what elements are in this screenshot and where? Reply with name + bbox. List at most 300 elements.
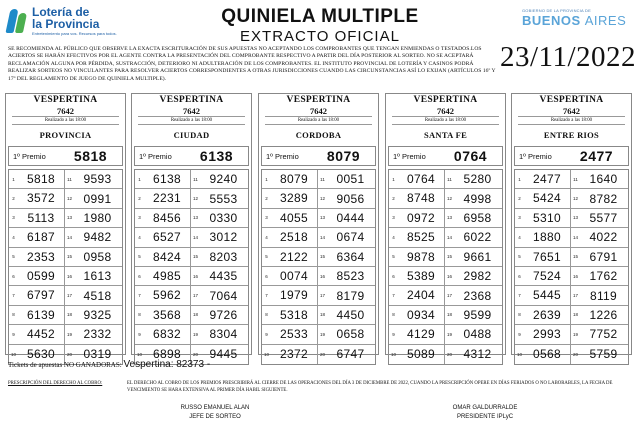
result-number: 8525 (398, 228, 445, 246)
result-number: 8304 (209, 327, 238, 342)
result-number: 6138 (144, 170, 191, 188)
result-number: 3012 (209, 230, 238, 245)
results-grid (134, 169, 249, 365)
result-number: 5280 (463, 172, 492, 187)
result-row (515, 325, 628, 344)
result-number: 2993 (524, 325, 571, 343)
result-number: 0764 (398, 170, 445, 188)
row-index: 16 (192, 273, 198, 279)
result-number: 5630 (18, 345, 65, 364)
first-prize-value: 6138 (199, 148, 234, 164)
row-index: 13 (572, 215, 578, 221)
government-name-bold: BUENOS (522, 13, 581, 28)
jurisdiction-name: SANTA FE (423, 130, 468, 140)
result-number: 0972 (398, 209, 445, 227)
row-index: 18 (319, 312, 325, 318)
result-number: 5389 (398, 267, 445, 285)
result-number: 0330 (209, 210, 238, 225)
result-number: 9593 (83, 172, 112, 187)
jurisdiction-name: CIUDAD (173, 130, 210, 140)
row-index: 14 (446, 234, 452, 240)
row-index: 12 (572, 196, 578, 202)
result-number: 9726 (209, 307, 238, 322)
result-row (9, 209, 122, 228)
row-index: 9 (392, 331, 395, 337)
row-index: 12 (446, 196, 452, 202)
signature-name: RUSSO EMANUEL ALAN (180, 405, 250, 411)
result-row (515, 267, 628, 286)
result-number: 0319 (83, 347, 112, 362)
result-number: 1880 (524, 228, 571, 246)
row-index: 17 (319, 293, 325, 299)
row-index: 16 (572, 273, 578, 279)
result-row (515, 248, 628, 267)
result-number: 2231 (144, 189, 191, 207)
row-index: 18 (66, 312, 72, 318)
result-number: 0658 (336, 327, 365, 342)
result-row (515, 286, 628, 305)
panel-2 (258, 93, 379, 362)
result-number: 5962 (144, 286, 191, 304)
result-number: 8748 (398, 189, 445, 207)
row-index: 20 (66, 351, 72, 357)
result-number: 9661 (463, 249, 492, 264)
result-row (9, 189, 122, 208)
draw-number: 7642 (183, 106, 200, 116)
result-row (9, 306, 122, 325)
result-row (9, 170, 122, 189)
result-number: 2477 (524, 170, 571, 188)
row-index: 12 (319, 196, 325, 202)
row-index: 8 (265, 312, 268, 318)
result-number: 5759 (589, 347, 618, 362)
row-index: 5 (12, 254, 15, 260)
government-line: GOBIERNO DE LA PROVINCIA DE (522, 8, 591, 13)
result-number: 0991 (83, 191, 112, 206)
result-number: 4450 (336, 307, 365, 322)
result-number: 8179 (336, 288, 365, 303)
page-subtitle: EXTRACTO OFICIAL (240, 28, 400, 45)
row-index: 19 (572, 331, 578, 337)
row-index: 17 (66, 293, 72, 299)
result-number: 0444 (336, 210, 365, 225)
result-number: 5113 (18, 209, 65, 227)
result-row (515, 189, 628, 208)
result-row (262, 228, 375, 247)
row-index: 9 (518, 331, 521, 337)
first-prize-value: 5818 (73, 148, 108, 164)
result-number: 2404 (398, 286, 445, 304)
row-index: 11 (320, 176, 325, 182)
row-index: 6 (138, 273, 141, 279)
first-prize-value: 0764 (453, 148, 488, 164)
result-number: 0488 (463, 327, 492, 342)
result-row (262, 345, 375, 364)
result-row (135, 325, 248, 344)
row-index: 4 (518, 234, 521, 240)
signature-draw-head (150, 404, 280, 422)
result-number: 4022 (589, 230, 618, 245)
first-prize-label: 1º Premio (139, 151, 172, 161)
row-index: 8 (518, 312, 521, 318)
prescription-label: PRESCRIPCIÓN DEL DERECHO AL COBRO: (8, 381, 103, 386)
result-number: 1979 (271, 286, 318, 304)
draw-name: VESPERTINA (413, 95, 478, 105)
row-index: 15 (319, 254, 325, 260)
result-number: 9445 (209, 347, 238, 362)
row-index: 15 (446, 254, 452, 260)
result-row (9, 286, 122, 305)
result-number: 4452 (18, 325, 65, 343)
draw-date: 23/11/2022 (500, 41, 637, 73)
row-index: 5 (518, 254, 521, 260)
draw-number: 7642 (437, 106, 454, 116)
row-index: 16 (446, 273, 452, 279)
result-number: 4055 (271, 209, 318, 227)
row-index: 2 (138, 196, 141, 202)
result-row (135, 209, 248, 228)
result-number: 2372 (271, 345, 318, 364)
result-number: 6832 (144, 325, 191, 343)
result-row (135, 189, 248, 208)
row-index: 8 (12, 312, 15, 318)
row-index: 20 (572, 351, 578, 357)
result-row (262, 209, 375, 228)
row-index: 15 (192, 254, 198, 260)
logo-line-1: Lotería de (32, 5, 90, 19)
row-index: 18 (572, 312, 578, 318)
result-number: 1980 (83, 210, 112, 225)
row-index: 18 (446, 312, 452, 318)
result-row (262, 189, 375, 208)
result-row (389, 267, 502, 286)
panel-3 (385, 93, 506, 362)
result-number: 2122 (271, 248, 318, 266)
result-number: 5577 (589, 210, 618, 225)
result-row (389, 286, 502, 305)
jurisdiction-name: CORDOBA (295, 130, 342, 140)
result-number: 2353 (18, 248, 65, 266)
row-index: 2 (265, 196, 268, 202)
result-number: 2368 (463, 288, 492, 303)
panel-4 (511, 93, 632, 362)
result-number: 5445 (524, 286, 571, 304)
non-winning-tickets (8, 359, 210, 370)
row-index: 10 (263, 351, 269, 357)
result-number: 0568 (524, 345, 571, 364)
row-index: 16 (319, 273, 325, 279)
government-name (522, 13, 632, 28)
result-number: 1226 (589, 307, 618, 322)
row-index: 4 (12, 234, 15, 240)
first-prize-box (8, 146, 123, 166)
first-prize-value: 2477 (579, 148, 614, 164)
government-logo (522, 8, 632, 28)
results-panels (5, 93, 635, 362)
first-prize-label: 1º Premio (266, 151, 299, 161)
result-row (389, 248, 502, 267)
result-number: 4312 (463, 347, 492, 362)
result-number: 8782 (589, 191, 618, 206)
row-index: 14 (572, 234, 578, 240)
result-number: 7524 (524, 267, 571, 285)
row-index: 4 (392, 234, 395, 240)
result-number: 8424 (144, 248, 191, 266)
result-number: 5089 (398, 345, 445, 364)
result-row (262, 306, 375, 325)
result-number: 9599 (463, 307, 492, 322)
row-index: 1 (138, 176, 141, 182)
result-number: 6139 (18, 306, 65, 324)
result-number: 4435 (209, 269, 238, 284)
result-number: 8079 (271, 170, 318, 188)
row-index: 7 (392, 293, 395, 299)
result-row (9, 267, 122, 286)
result-row (515, 306, 628, 325)
result-number: 1640 (589, 172, 618, 187)
result-number: 0051 (336, 172, 365, 187)
row-index: 17 (192, 293, 198, 299)
result-number: 2982 (463, 269, 492, 284)
result-row (389, 228, 502, 247)
row-index: 10 (136, 351, 142, 357)
jurisdiction-name: PROVINCIA (39, 130, 92, 140)
result-number: 9240 (209, 172, 238, 187)
result-row (9, 325, 122, 344)
row-index: 19 (66, 331, 72, 337)
row-index: 20 (192, 351, 198, 357)
result-number: 8119 (589, 288, 617, 303)
row-index: 15 (572, 254, 578, 260)
result-number: 3572 (18, 189, 65, 207)
row-index: 14 (192, 234, 198, 240)
result-number: 5318 (271, 306, 318, 324)
row-index: 13 (319, 215, 325, 221)
result-number: 9878 (398, 248, 445, 266)
result-number: 6898 (144, 345, 191, 364)
result-number: 6958 (463, 210, 492, 225)
page-title: QUINIELA MULTIPLE (221, 6, 419, 27)
row-index: 5 (392, 254, 395, 260)
draw-time: Realizado a las 18:00 (12, 116, 119, 125)
panel-1 (131, 93, 252, 362)
result-number: 4998 (463, 191, 492, 206)
results-grid (8, 169, 123, 365)
row-index: 9 (12, 331, 15, 337)
signature-role: PRESIDENTE IPLyC (456, 414, 514, 420)
result-number: 9056 (336, 191, 365, 206)
result-number: 7752 (589, 327, 618, 342)
row-index: 8 (138, 312, 141, 318)
draw-name: VESPERTINA (33, 95, 98, 105)
result-row (389, 325, 502, 344)
result-number: 3289 (271, 189, 318, 207)
row-index: 6 (392, 273, 395, 279)
row-index: 7 (518, 293, 521, 299)
result-number: 0674 (336, 230, 365, 245)
first-prize-box (134, 146, 249, 166)
row-index: 16 (66, 273, 72, 279)
logo-tagline: Entretenimiento para vos. Recursos para todos. (32, 31, 117, 36)
result-row (389, 189, 502, 208)
first-prize-box (261, 146, 376, 166)
row-index: 17 (446, 293, 452, 299)
result-number: 6364 (336, 249, 365, 264)
row-index: 2 (12, 196, 15, 202)
result-number: 2639 (524, 306, 571, 324)
prescription-text: EL DERECHO AL COBRO DE LOS PREMIOS PRESCRIBIRÁ AL CIERRE DE LAS OPERACIONES DEL DÍA 3 DE DICIEMBRE DE 2022, CUANDO LA PRESCRIPCIÓN OPERE EN DÍAS FERIADOS O NO LABORABLES, LA FECHA DE VENCIMIENTO SE HARA EXTENSIVA AL PRIMER DÍA HABIL SIGUIENTE. (127, 381, 613, 393)
row-index: 11 (447, 176, 452, 182)
result-number: 5424 (524, 189, 571, 207)
draw-number: 7642 (310, 106, 327, 116)
row-index: 10 (516, 351, 522, 357)
result-row (9, 248, 122, 267)
result-number: 8203 (209, 249, 238, 264)
row-index: 10 (390, 351, 396, 357)
row-index: 3 (138, 215, 141, 221)
result-row (9, 228, 122, 247)
result-number: 2533 (271, 325, 318, 343)
result-number: 1762 (589, 269, 618, 284)
first-prize-box (388, 146, 503, 166)
row-index: 9 (265, 331, 268, 337)
result-row (515, 345, 628, 364)
row-index: 5 (138, 254, 141, 260)
row-index: 4 (265, 234, 268, 240)
panel-0 (5, 93, 126, 362)
row-index: 1 (265, 176, 268, 182)
draw-time: Realizado a las 18:00 (392, 116, 499, 125)
result-number: 1613 (83, 269, 112, 284)
row-index: 17 (572, 293, 578, 299)
result-number: 6022 (463, 230, 492, 245)
result-row (515, 209, 628, 228)
row-index: 19 (192, 331, 198, 337)
row-index: 1 (392, 176, 395, 182)
draw-name: VESPERTINA (539, 95, 604, 105)
row-index: 18 (192, 312, 198, 318)
result-number: 2332 (83, 327, 112, 342)
result-row (135, 286, 248, 305)
row-index: 3 (265, 215, 268, 221)
result-row (135, 248, 248, 267)
result-row (389, 345, 502, 364)
result-row (262, 248, 375, 267)
row-index: 10 (10, 351, 16, 357)
row-index: 8 (392, 312, 395, 318)
row-index: 11 (193, 176, 198, 182)
logo-line-2: la Provincia (32, 17, 100, 31)
row-index: 4 (138, 234, 141, 240)
result-row (515, 228, 628, 247)
signature-name: OMAR GALDURRALDE (452, 405, 518, 411)
row-index: 14 (66, 234, 72, 240)
draw-number: 7642 (563, 106, 580, 116)
results-grid (514, 169, 629, 365)
draw-name: VESPERTINA (159, 95, 224, 105)
row-index: 19 (319, 331, 325, 337)
result-number: 9325 (83, 307, 112, 322)
result-row (135, 170, 248, 189)
first-prize-label: 1º Premio (13, 151, 46, 161)
first-prize-label: 1º Premio (393, 151, 426, 161)
result-number: 3568 (144, 306, 191, 324)
result-row (262, 267, 375, 286)
row-index: 12 (66, 196, 72, 202)
jurisdiction-name: ENTRE RIOS (543, 130, 600, 140)
row-index: 2 (392, 196, 395, 202)
row-index: 11 (67, 176, 72, 182)
result-number: 4518 (83, 288, 112, 303)
draw-time: Realizado a las 18:00 (265, 116, 372, 125)
row-index: 20 (446, 351, 452, 357)
row-index: 6 (12, 273, 15, 279)
result-row (515, 170, 628, 189)
row-index: 12 (192, 196, 198, 202)
results-grid (388, 169, 503, 365)
row-index: 15 (66, 254, 72, 260)
result-number: 8523 (336, 269, 365, 284)
first-prize-box (514, 146, 629, 166)
result-row (389, 306, 502, 325)
row-index: 7 (265, 293, 268, 299)
row-index: 7 (12, 293, 15, 299)
result-number: 6791 (589, 249, 618, 264)
government-name-light: AIRES (584, 13, 627, 28)
row-index: 6 (265, 273, 268, 279)
results-grid (261, 169, 376, 365)
result-number: 0074 (271, 267, 318, 285)
legal-notice: SE RECOMIENDA AL PÚBLICO QUE OBSERVE LA EXACTA ESCRITURACIÓN DE SUS APUESTAS NO ACEPTANDO LOS COMPROBANTES QUE TENGAN ENMIENDAS O TESTADOS.LOS ACIERTOS SE HARÁN EFECTIVOS POR EL AGENTE CONTRA LA PRESENTACIÓN DEL COMPROBANTE RESPECTIVO A PARTIR DEL DÍA POSTERIOR AL SORTEO. NO SE ACEPTARÁ RECLAMACIÓN ALGUNA POR PÉRDIDA, SUSTRACCIÓN, DETERIORO NI ADULTERACIÓN DE LOS COMPROBANTES. EL INSTITUTO PROVINCIAL DE LOTERÍA Y CASINOS PODRÁ REALIZAR SORTEOS NO VINCULANTES PARA RESOLVER ACIERTOS CORRESPONDIENTES A OTRAS JURISDICCIONES CUANDO LAS CIRCUNSTANCIAS ASÍ LO EXIJAN (ARTÍCULOS 16º Y 17º DEL REGLAMENTO DE JUEGO DE QUINIELA MULTIPLE). (8, 46, 496, 82)
draw-time: Realizado a las 18:00 (518, 116, 625, 125)
draw-number: 7642 (57, 106, 74, 116)
result-number: 4985 (144, 267, 191, 285)
result-number: 5310 (524, 209, 571, 227)
result-number: 7651 (524, 248, 571, 266)
result-row (135, 228, 248, 247)
result-number: 7064 (209, 288, 238, 303)
row-index: 3 (518, 215, 521, 221)
first-prize-value: 8079 (326, 148, 361, 164)
draw-name: VESPERTINA (286, 95, 351, 105)
row-index: 14 (319, 234, 325, 240)
row-index: 3 (12, 215, 15, 221)
row-index: 6 (518, 273, 521, 279)
row-index: 13 (446, 215, 452, 221)
result-number: 5553 (209, 191, 238, 206)
result-row (262, 286, 375, 305)
result-row (262, 325, 375, 344)
result-number: 8456 (144, 209, 191, 227)
result-row (389, 170, 502, 189)
result-number: 9482 (83, 230, 112, 245)
row-index: 13 (66, 215, 72, 221)
signature-president (420, 404, 550, 422)
row-index: 5 (265, 254, 268, 260)
draw-time: Realizado a las 18:00 (138, 116, 245, 125)
result-row (262, 170, 375, 189)
result-number: 0958 (83, 249, 112, 264)
result-row (135, 267, 248, 286)
result-number: 6747 (336, 347, 365, 362)
result-row (135, 306, 248, 325)
row-index: 7 (138, 293, 141, 299)
row-index: 19 (446, 331, 452, 337)
result-number: 6527 (144, 228, 191, 246)
row-index: 3 (392, 215, 395, 221)
first-prize-label: 1º Premio (519, 151, 552, 161)
result-number: 0934 (398, 306, 445, 324)
